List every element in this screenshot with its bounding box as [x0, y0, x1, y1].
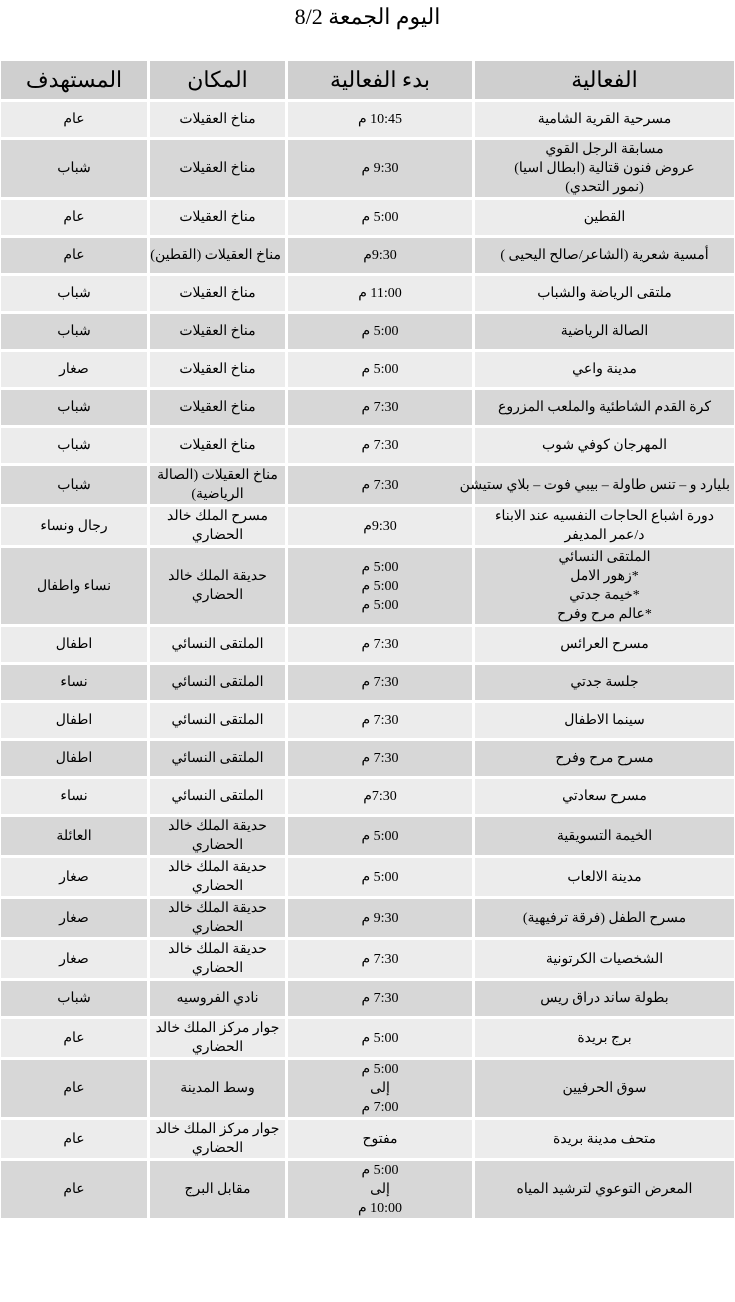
place-cell	[147, 200, 285, 238]
start-time-cell	[285, 1019, 472, 1060]
place-cell	[147, 779, 285, 817]
audience-cell-text: شباب	[57, 286, 91, 301]
start-time-cell	[285, 779, 472, 817]
event-cell	[472, 665, 734, 703]
start-time-cell	[285, 665, 472, 703]
event-cell	[472, 140, 734, 200]
event-cell-text: الخيمة التسويقية	[556, 828, 653, 844]
place-cell-text: جوار مركز الملك خالد	[155, 1021, 280, 1036]
audience-cell-text: شباب	[57, 438, 91, 453]
table-row	[1, 390, 734, 428]
place-cell-text: حديقة الملك خالد	[168, 901, 267, 916]
place-cell-text: مناخ العقيلات (الصالة	[157, 468, 278, 483]
table-body	[1, 102, 734, 1221]
event-cell-text: برج بريدة	[577, 1030, 632, 1046]
start-time-cell	[285, 428, 472, 466]
audience-cell	[1, 940, 147, 981]
event-cell-text: مسرح الطفل (فرقة ترفيهية)	[522, 910, 687, 926]
start-time-cell-text: 5:00 م	[361, 324, 399, 339]
event-cell-text: عروض فنون قتالية (ابطال اسيا)	[514, 161, 695, 176]
start-time-cell-text: 5:00 م	[361, 828, 399, 844]
audience-cell	[1, 817, 147, 858]
audience-cell-text: نساء	[60, 675, 88, 690]
audience-cell	[1, 665, 147, 703]
event-cell-text: (نمور التحدي)	[565, 180, 644, 195]
start-time-cell-text: 7:30 م	[361, 713, 399, 728]
table-row	[1, 858, 734, 899]
audience-cell	[1, 140, 147, 200]
start-time-cell-text: 10:00 م	[357, 1201, 403, 1216]
place-cell	[147, 428, 285, 466]
place-cell-text: مناخ العقيلات	[179, 362, 256, 377]
place-cell-text: وسط المدينة	[180, 1081, 255, 1096]
table-row	[1, 238, 734, 276]
start-time-cell-text: 7:30 م	[361, 400, 399, 415]
event-cell	[472, 352, 734, 390]
header-start-time: بدء الفعالية	[285, 61, 472, 102]
event-cell-text: دورة اشباع الحاجات النفسيه عند الابناء	[494, 509, 715, 524]
start-time-cell-text: 5:00 م	[361, 362, 399, 377]
start-time-cell-text: إلى	[370, 1081, 390, 1096]
audience-cell-text: شباب	[57, 477, 91, 493]
start-time-cell	[285, 940, 472, 981]
place-cell-text: الملتقى النسائي	[171, 789, 264, 804]
audience-cell-text: اطفال	[55, 713, 93, 728]
event-cell	[472, 428, 734, 466]
event-cell-text: *خيمة جدتي	[569, 588, 640, 603]
event-cell-text: بليارد و – تنس طاولة – بيبي فوت – بلاي ستيشن	[459, 477, 730, 493]
event-cell	[472, 238, 734, 276]
audience-cell	[1, 352, 147, 390]
audience-cell-text: صغار	[59, 910, 89, 926]
place-cell	[147, 352, 285, 390]
audience-cell-text: صغار	[59, 362, 89, 377]
event-cell	[472, 1161, 734, 1221]
place-cell-text: مناخ العقيلات (القطين)	[150, 248, 281, 263]
event-cell-text: المهرجان كوفي شوب	[541, 438, 668, 453]
event-cell-text: الملتقى النسائي	[558, 550, 651, 565]
event-cell-text: سينما الاطفال	[564, 713, 645, 728]
table-row	[1, 899, 734, 940]
header-place: المكان	[147, 61, 285, 102]
start-time-cell	[285, 390, 472, 428]
audience-cell	[1, 858, 147, 899]
start-time-cell-text: 7:30 م	[361, 751, 399, 766]
event-cell	[472, 899, 734, 940]
place-cell-text: مقابل البرج	[184, 1182, 251, 1197]
table-row	[1, 140, 734, 200]
audience-cell-text: عام	[63, 248, 85, 263]
start-time-cell	[285, 627, 472, 665]
audience-cell	[1, 1161, 147, 1221]
place-cell-text: نادي الفروسيه	[176, 991, 259, 1006]
event-cell-text: مسرح العرائس	[560, 637, 649, 652]
event-cell	[472, 507, 734, 548]
event-cell	[472, 981, 734, 1019]
audience-cell	[1, 981, 147, 1019]
event-cell	[472, 200, 734, 238]
audience-cell	[1, 627, 147, 665]
page-title: اليوم الجمعة 8/2	[294, 4, 441, 29]
start-time-cell	[285, 1161, 472, 1221]
place-cell	[147, 627, 285, 665]
event-cell	[472, 741, 734, 779]
event-cell-text: مدينة واعي	[572, 362, 637, 377]
place-cell	[147, 276, 285, 314]
start-time-cell	[285, 200, 472, 238]
table-row	[1, 741, 734, 779]
start-time-cell-text: 9:30م	[363, 518, 397, 534]
header-row	[1, 61, 734, 102]
start-time-cell-text: 7:30 م	[361, 951, 399, 967]
audience-cell	[1, 899, 147, 940]
start-time-cell-text: 5:00 م	[361, 869, 399, 885]
table-row	[1, 507, 734, 548]
table-row	[1, 352, 734, 390]
place-cell-text: حديقة الملك خالد	[168, 819, 267, 834]
start-time-cell	[285, 466, 472, 507]
start-time-cell-text: 7:30 م	[361, 991, 399, 1006]
event-cell-text: د/عمر المديفر	[564, 528, 645, 543]
audience-cell-text: صغار	[59, 869, 89, 885]
event-cell	[472, 548, 734, 627]
event-cell	[472, 858, 734, 899]
start-time-cell	[285, 741, 472, 779]
table-row	[1, 102, 734, 140]
audience-cell-text: عام	[63, 1030, 85, 1046]
place-cell-text: الحضاري	[191, 879, 244, 894]
table-row	[1, 200, 734, 238]
place-cell	[147, 466, 285, 507]
place-cell-text: الملتقى النسائي	[171, 751, 264, 766]
event-cell-text: المعرض التوعوي لترشيد المياه	[516, 1182, 693, 1197]
start-time-cell-text: 7:30 م	[361, 438, 399, 453]
start-time-cell-text: 5:00 م	[361, 210, 399, 225]
start-time-cell	[285, 817, 472, 858]
events-table	[1, 61, 734, 1221]
audience-cell	[1, 548, 147, 627]
place-cell-text: الحضاري	[191, 1040, 244, 1055]
place-cell	[147, 1019, 285, 1060]
table-row	[1, 627, 734, 665]
place-cell	[147, 1120, 285, 1161]
place-cell-text: الحضاري	[191, 961, 244, 976]
event-cell	[472, 314, 734, 352]
event-cell	[472, 940, 734, 981]
audience-cell-text: شباب	[57, 991, 91, 1006]
start-time-cell-text: 10:45 م	[357, 112, 403, 127]
place-cell-text: مناخ العقيلات	[179, 112, 256, 127]
place-cell	[147, 741, 285, 779]
header-audience: المستهدف	[1, 61, 147, 102]
place-cell-text: الحضاري	[191, 528, 244, 543]
audience-cell	[1, 703, 147, 741]
table-row	[1, 1060, 734, 1120]
place-cell-text: الحضاري	[191, 838, 244, 853]
table-row	[1, 428, 734, 466]
start-time-cell-text: 9:30م	[363, 248, 397, 263]
place-cell-text: الحضاري	[191, 1141, 244, 1156]
event-cell-text: مسرح سعادتي	[562, 789, 647, 804]
place-cell-text: الملتقى النسائي	[171, 637, 264, 652]
audience-cell	[1, 1060, 147, 1120]
place-cell	[147, 548, 285, 627]
place-cell-text: جوار مركز الملك خالد	[155, 1122, 280, 1137]
place-cell	[147, 665, 285, 703]
table-row	[1, 940, 734, 981]
table-row	[1, 548, 734, 627]
header-event: الفعالية	[472, 61, 734, 102]
event-cell	[472, 1060, 734, 1120]
event-cell	[472, 276, 734, 314]
audience-cell-text: عام	[63, 112, 85, 127]
start-time-cell	[285, 276, 472, 314]
start-time-cell	[285, 1060, 472, 1120]
audience-cell-text: صغار	[59, 951, 89, 967]
start-time-cell-text: 9:30 م	[361, 161, 399, 176]
place-cell	[147, 314, 285, 352]
audience-cell-text: نساء واطفال	[36, 578, 112, 594]
place-cell-text: الحضاري	[191, 920, 244, 935]
place-cell	[147, 858, 285, 899]
place-cell-text: الملتقى النسائي	[171, 675, 264, 690]
event-cell-text: كرة القدم الشاطئية والملعب المزروع	[498, 400, 711, 415]
audience-cell-text: عام	[63, 210, 85, 225]
event-cell-text: جلسة جدتي	[570, 675, 639, 690]
audience-cell	[1, 314, 147, 352]
place-cell-text: مناخ العقيلات	[179, 324, 256, 339]
table-row	[1, 314, 734, 352]
table-row	[1, 981, 734, 1019]
audience-cell	[1, 741, 147, 779]
start-time-cell	[285, 140, 472, 200]
start-time-cell	[285, 238, 472, 276]
place-cell	[147, 507, 285, 548]
start-time-cell	[285, 314, 472, 352]
event-cell-text: سوق الحرفيين	[562, 1081, 647, 1096]
audience-cell-text: شباب	[57, 324, 91, 339]
start-time-cell-text: 7:30م	[363, 789, 397, 804]
table-row	[1, 665, 734, 703]
event-cell	[472, 1019, 734, 1060]
event-cell-text: مدينة الالعاب	[567, 869, 642, 885]
event-cell	[472, 102, 734, 140]
audience-cell	[1, 466, 147, 507]
event-cell	[472, 779, 734, 817]
place-cell-text: مناخ العقيلات	[179, 400, 256, 415]
place-cell-text: الحضاري	[191, 588, 244, 603]
event-cell	[459, 466, 734, 507]
event-cell-text: أمسية شعرية (الشاعر/صالح اليحيى )	[500, 248, 709, 263]
place-cell-text: حديقة الملك خالد	[168, 942, 267, 957]
event-cell	[472, 703, 734, 741]
start-time-cell-text: 9:30 م	[361, 910, 399, 926]
place-cell-text: حديقة الملك خالد	[168, 860, 267, 875]
place-cell-text: مناخ العقيلات	[179, 210, 256, 225]
event-cell-text: الشخصيات الكرتونية	[545, 951, 664, 967]
table-row	[1, 1019, 734, 1060]
start-time-cell-text: 7:30 م	[361, 637, 399, 652]
start-time-cell	[285, 102, 472, 140]
start-time-cell-text: 5:00 م	[361, 1062, 399, 1077]
event-cell-text: *عالم مرح وفرح	[557, 607, 652, 622]
event-cell	[472, 390, 734, 428]
place-cell-text: الرياضية)	[191, 487, 244, 502]
audience-cell-text: عام	[63, 1131, 85, 1147]
start-time-cell-text: 11:00 م	[358, 286, 402, 301]
audience-cell-text: شباب	[57, 161, 91, 176]
table-row	[1, 1120, 734, 1161]
place-cell	[147, 981, 285, 1019]
table-row	[1, 1161, 734, 1221]
start-time-cell	[285, 981, 472, 1019]
place-cell-text: مناخ العقيلات	[179, 161, 256, 176]
start-time-cell-text: 7:30 م	[361, 477, 399, 493]
start-time-cell-text: مفتوح	[362, 1131, 398, 1147]
place-cell	[147, 899, 285, 940]
start-time-cell	[285, 507, 472, 548]
start-time-cell	[285, 548, 472, 627]
place-cell-text: الملتقى النسائي	[171, 713, 264, 728]
audience-cell-text: اطفال	[55, 637, 93, 652]
audience-cell-text: العائلة	[56, 828, 92, 844]
event-cell	[472, 817, 734, 858]
start-time-cell	[285, 858, 472, 899]
audience-cell-text: شباب	[57, 400, 91, 415]
place-cell	[147, 817, 285, 858]
start-time-cell-text: 5:00 م	[361, 578, 399, 594]
audience-cell-text: نساء	[60, 789, 88, 804]
table-row	[1, 703, 734, 741]
start-time-cell	[285, 703, 472, 741]
audience-cell	[1, 779, 147, 817]
audience-cell	[1, 200, 147, 238]
place-cell	[147, 390, 285, 428]
start-time-cell	[285, 1120, 472, 1161]
audience-cell-text: عام	[63, 1081, 85, 1096]
start-time-cell-text: إلى	[370, 1182, 390, 1197]
audience-cell	[1, 276, 147, 314]
event-cell	[472, 627, 734, 665]
start-time-cell	[285, 899, 472, 940]
table-row	[1, 276, 734, 314]
audience-cell	[1, 390, 147, 428]
start-time-cell-text: 7:00 م	[361, 1100, 399, 1115]
audience-cell	[1, 507, 147, 548]
audience-cell	[1, 102, 147, 140]
place-cell-text: حديقة الملك خالد	[168, 569, 267, 584]
audience-cell	[1, 428, 147, 466]
audience-cell	[1, 1120, 147, 1161]
audience-cell-text: عام	[63, 1182, 85, 1197]
start-time-cell-text: 5:00 م	[361, 559, 399, 575]
start-time-cell-text: 7:30 م	[361, 675, 399, 690]
start-time-cell	[285, 352, 472, 390]
place-cell	[147, 1060, 285, 1120]
audience-cell	[1, 1019, 147, 1060]
event-cell-text: *زهور الامل	[570, 569, 639, 584]
place-cell	[147, 940, 285, 981]
table-row	[1, 779, 734, 817]
audience-cell	[1, 238, 147, 276]
event-cell-text: بطولة ساند دراق ريس	[540, 991, 669, 1006]
table-row	[1, 817, 734, 858]
audience-cell-text: اطفال	[55, 751, 93, 766]
place-cell	[147, 703, 285, 741]
table-row	[1, 466, 734, 507]
event-cell	[472, 1120, 734, 1161]
place-cell	[147, 102, 285, 140]
start-time-cell-text: 5:00 م	[361, 597, 399, 613]
event-cell-text: مسابقة الرجل القوي	[545, 142, 664, 157]
place-cell-text: مناخ العقيلات	[179, 286, 256, 301]
audience-cell-text: رجال ونساء	[40, 518, 108, 534]
place-cell	[147, 140, 285, 200]
start-time-cell-text: 5:00 م	[361, 1030, 399, 1046]
event-cell-text: متحف مدينة بريدة	[553, 1131, 656, 1147]
event-cell-text: مسرحية القرية الشامية	[537, 112, 672, 127]
event-cell-text: القطين	[583, 210, 626, 225]
place-cell	[147, 238, 285, 276]
start-time-cell-text: 5:00 م	[361, 1163, 399, 1178]
place-cell-text: مناخ العقيلات	[179, 438, 256, 453]
event-cell-text: ملتقى الرياضة والشباب	[537, 286, 672, 301]
event-cell-text: مسرح مرح وفرح	[555, 751, 654, 766]
event-cell-text: الصالة الرياضية	[560, 324, 649, 339]
place-cell-text: مسرح الملك خالد	[167, 509, 268, 524]
place-cell	[147, 1161, 285, 1221]
